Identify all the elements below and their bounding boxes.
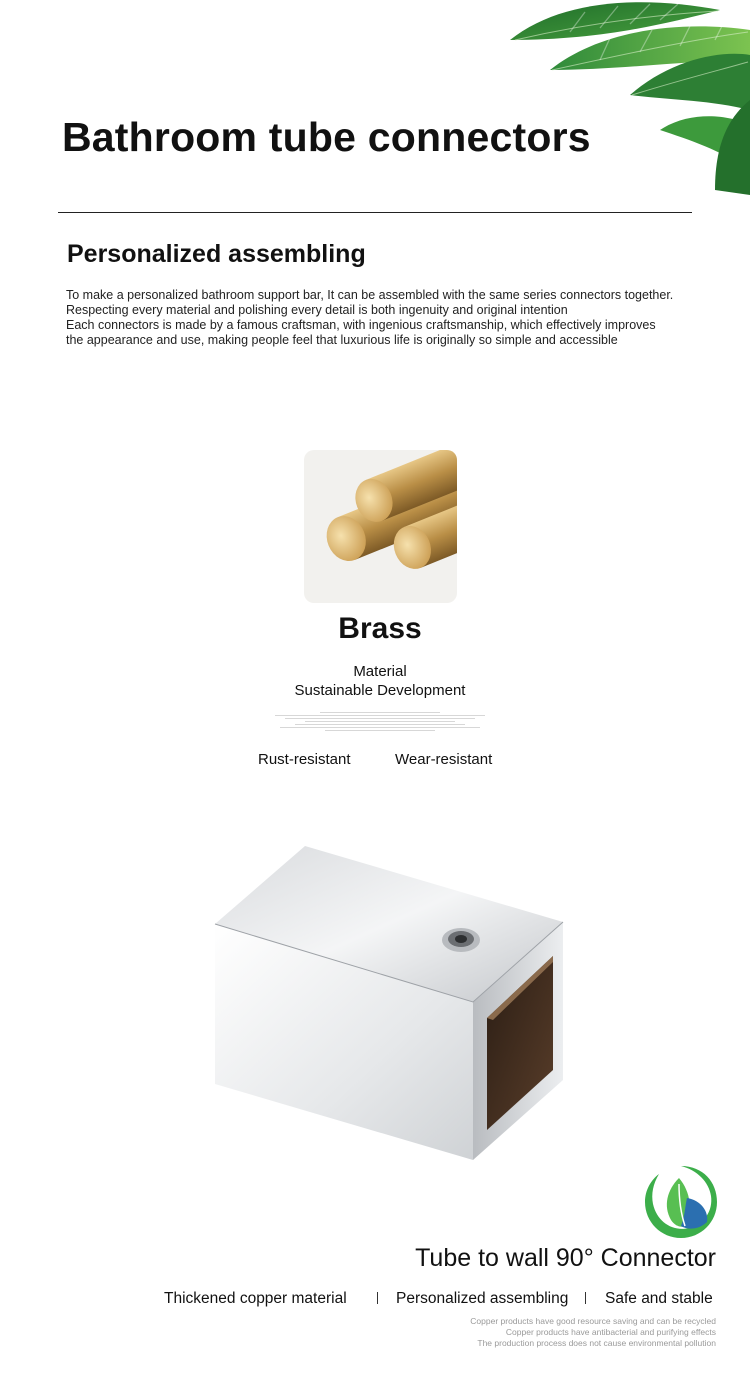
material-subtitle: Sustainable Development (294, 682, 466, 699)
eco-leaf-icon (643, 1160, 719, 1240)
note-recycled: Copper products have good resource saving and can be recycled (470, 1316, 716, 1326)
page-title: Bathroom tube connectors (62, 114, 591, 160)
trait-rust-resistant: Rust-resistant (258, 751, 351, 768)
feature-safe-stable: Safe and stable (605, 1290, 713, 1307)
note-no-pollution: The production process does not cause environmental pollution (477, 1338, 716, 1348)
material-label: Material (353, 663, 407, 680)
feature-separator (377, 1292, 378, 1304)
decorative-fine-text (270, 712, 490, 733)
title-divider (58, 212, 692, 213)
tropical-leaves-image (490, 0, 750, 200)
intro-line-4: the appearance and use, making people feel that luxurious life is originally so simple and accessible (66, 333, 618, 347)
intro-line-2: Respecting every material and polishing every detail is both ingenuity and original intention (66, 303, 568, 317)
connector-product-image (205, 838, 575, 1168)
material-name: Brass (338, 612, 422, 645)
brass-rods-image (304, 450, 457, 603)
note-antibacterial: Copper products have antibacterial and purifying effects (505, 1327, 716, 1337)
intro-line-1: To make a personalized bathroom support bar, It can be assembled with the same series connectors together. (66, 288, 674, 302)
feature-separator (585, 1292, 586, 1304)
feature-personalized-assembling: Personalized assembling (396, 1290, 569, 1307)
intro-line-3: Each connectors is made by a famous craftsman, with ingenious craftsmanship, which effectively improves (66, 318, 656, 332)
product-title: Tube to wall 90° Connector (415, 1244, 716, 1272)
section-heading: Personalized assembling (67, 240, 366, 268)
trait-wear-resistant: Wear-resistant (395, 751, 493, 768)
feature-thickened-copper: Thickened copper material (164, 1290, 347, 1307)
